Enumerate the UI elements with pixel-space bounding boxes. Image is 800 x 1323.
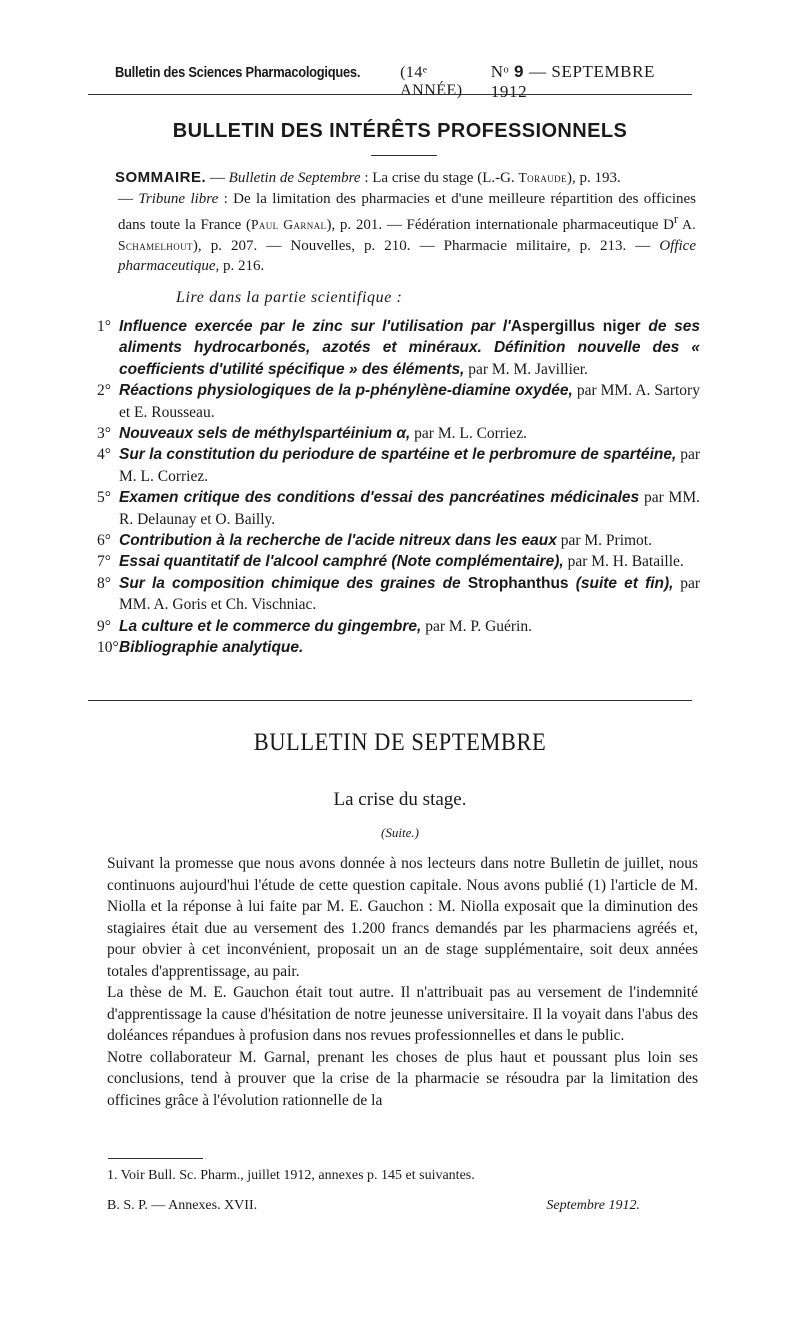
list-item [97, 380, 700, 423]
item-title: Influence exercée par le zinc sur l'utilisation par l' [119, 318, 511, 335]
item-title: Bibliographie analytique. [119, 639, 304, 657]
item-number: 8° [97, 574, 111, 592]
footer-right: Septembre 1912. [546, 1198, 640, 1213]
separator-rule [88, 700, 692, 701]
list-item [97, 616, 700, 637]
item-author: M. L. Corriez. [437, 425, 527, 443]
sommaire-text: : La crise du stage (L.-G. [360, 170, 519, 186]
article-suite: (Suite.) [381, 825, 419, 840]
sommaire-ref: Tribune libre [138, 190, 219, 207]
item-author: M. Primot. [584, 532, 652, 550]
item-by: par [563, 553, 592, 571]
item-genus: Aspergillus niger [510, 318, 641, 335]
item-by: par [410, 425, 438, 443]
sommaire-label: SOMMAIRE. [115, 169, 207, 186]
item-number: 4° [97, 446, 111, 464]
item-author: M. L. Corriez. [119, 467, 209, 485]
item-author: MM. A. Goris et Ch. Vischniac. [119, 596, 317, 614]
scientific-list [97, 316, 700, 659]
list-item [97, 573, 700, 616]
item-genus: Strophanthus [467, 574, 569, 592]
item-title: Sur la composition chimique des graines de [119, 574, 468, 592]
item-number: 1° [97, 318, 111, 335]
sommaire-text: — Fédération internationale pharmaceutique D [382, 217, 674, 233]
issue-number: 9 [514, 62, 525, 81]
page-footer [107, 1198, 640, 1214]
item-number: 2° [97, 382, 111, 400]
item-author: MM. R. Delaunay et O. Bailly. [119, 489, 700, 528]
sommaire-author: Toraude [518, 170, 567, 185]
item-title: Examen critique des conditions d'essai des pancréatines médicinales [119, 489, 640, 507]
section-title-underline [371, 155, 437, 156]
issue-info [491, 62, 690, 102]
item-title: Sur la constitution du periodure de spartéine et le perbromure de spartéine, [119, 446, 677, 464]
sommaire-text: : De la limitation des pharmacies et d'une meilleure répartition des officines dans toute la France ( [118, 190, 697, 233]
section-title: BULLETIN DES INTÉRÊTS PROFESSIONNELS [172, 120, 628, 142]
sommaire-text: — Nouvelles, p. 210. — Pharmacie militaire, p. 213. — [257, 237, 660, 254]
sommaire-page: ), p. 193. [566, 170, 621, 186]
sommaire-ref: Bulletin de Septembre [228, 170, 361, 186]
list-item [97, 530, 700, 551]
item-author: M. H. Bataille. [591, 553, 684, 571]
item-by: par [673, 574, 700, 592]
item-author: MM. A. Sartory et E. Rousseau. [119, 382, 700, 421]
paragraph: Notre collaborateur M. Garnal, prenant les choses de plus haut et poussant plus loin ses conclusions, tend à prouver que la crise de la pharmacie se résoudra par la limitation des officines grâce à l'évolution rationnelle de la [107, 1048, 698, 1109]
sommaire-text: — [206, 170, 229, 186]
item-number: 5° [97, 489, 111, 507]
item-by: par [556, 532, 585, 550]
item-title: Essai quantitatif de l'alcool camphré (Note complémentaire), [119, 553, 564, 571]
item-number: 6° [97, 532, 111, 550]
sommaire-ref: Office pharmaceutique [118, 237, 696, 274]
bulletin-title: BULLETIN DE SEPTEMBRE [253, 729, 547, 756]
sommaire-author: Paul Garnal [250, 217, 327, 232]
item-number: 10° [97, 639, 119, 657]
list-item [97, 316, 700, 380]
item-title: Nouveaux sels de méthylspartéinium α, [119, 425, 411, 443]
item-by: par [639, 489, 669, 507]
item-number: 7° [97, 553, 111, 571]
list-item [97, 444, 700, 487]
footnote-rule [108, 1158, 203, 1159]
list-item [97, 423, 700, 444]
item-number: 9° [97, 617, 111, 635]
sommaire-author: A. Schamelhout [118, 217, 697, 253]
sommaire-page: ), p. 201. [326, 217, 383, 233]
paragraph: La thèse de M. E. Gauchon était tout autre. Il n'attribuait pas au versement de l'indemnité d'apprentissage la cause d'hésitation de notre jeunesse universitaire. Il la voyait dans l'abus des doléances répandues à profusion dans nos revues professionnelles et dans le public. [107, 984, 698, 1044]
item-by: par [464, 360, 492, 378]
sommaire [115, 168, 697, 277]
journal-year: (14ᵉ ANNÉE) [400, 64, 463, 99]
list-item [97, 637, 700, 658]
footer-left: B. S. P. — Annexes. XVII. [107, 1198, 258, 1213]
sommaire-page: ), p. 207. [192, 237, 258, 254]
sommaire-page: , p. 216. [215, 258, 265, 274]
article-title: La crise du stage. [333, 789, 467, 810]
item-title: Contribution à la recherche de l'acide nitreux dans les eaux [119, 532, 557, 550]
header-rule [88, 94, 692, 95]
journal-title: Bulletin des Sciences Pharmacologiques. [115, 64, 361, 81]
list-item [97, 487, 700, 530]
item-by: par [421, 617, 449, 635]
paragraph: Suivant la promesse que nous avons donnée à nos lecteurs dans notre Bulletin de juillet, nous continuons aujourd'hui l'étude de cette question capitale. Nous avons publié (1) l'article de M. Niolla et la réponse à lui faite par M. E. Gauchon : M. Niolla exposait que la diminution des stagiaires était due au versement des 1.200 francs demandés par les pharmaciens agréés et, pour obvier à cet inconvénient, proposait un an de stage supplémentaire, soit deux années totales d'apprentissage, au pair. [107, 855, 698, 980]
item-title: Réactions physiologiques de la p-phénylène-diamine oxydée, [119, 382, 573, 400]
item-author: M. M. Javillier. [491, 360, 588, 378]
sommaire-text: — [118, 190, 139, 207]
list-item [97, 551, 700, 572]
item-by: par [572, 382, 601, 400]
item-by: par [676, 446, 700, 464]
article-body [107, 853, 698, 1111]
issue-prefix: Nᵒ [490, 62, 510, 81]
footnote: 1. Voir Bull. Sc. Pharm., juillet 1912, annexes p. 145 et suivantes. [107, 1168, 475, 1183]
item-title: (suite et fin), [568, 574, 674, 592]
item-title: La culture et le commerce du gingembre, [119, 617, 422, 635]
lire-heading: Lire dans la partie scientifique : [176, 289, 403, 306]
running-head [115, 62, 690, 102]
item-title: de ses aliments hydrocarbonés, azotés et minéraux. Définition nouvelle des « coefficients d'utilité spécifique » des éléments, [119, 318, 700, 378]
sommaire-sup: r [673, 212, 679, 226]
item-number: 3° [97, 425, 111, 443]
item-author: M. P. Guérin. [448, 617, 532, 635]
issue-date: — SEPTEMBRE 1912 [490, 62, 656, 101]
